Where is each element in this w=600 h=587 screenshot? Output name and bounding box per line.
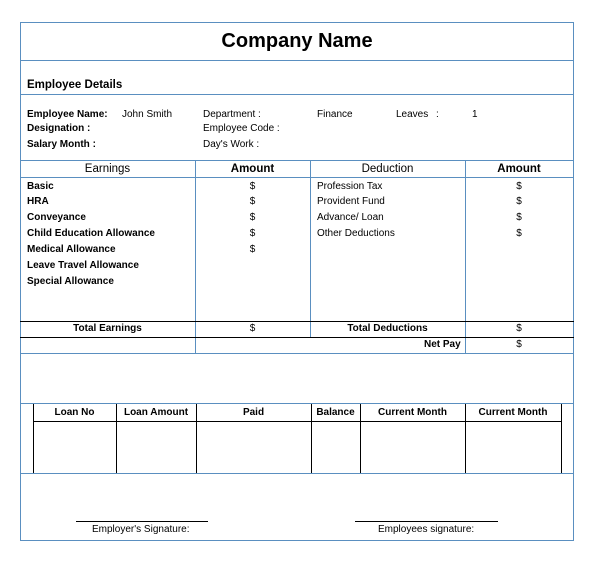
deduction-amount: $	[516, 228, 522, 239]
deduction-item: Provident Fund	[317, 196, 385, 207]
department-value: Finance	[317, 109, 353, 120]
loan-header: Loan No	[54, 407, 95, 418]
net-pay-label: Net Pay	[424, 339, 461, 350]
total-earnings-amount: $	[249, 323, 256, 334]
earning-item: Child Education Allowance	[27, 228, 155, 239]
designation-label: Designation :	[27, 123, 91, 134]
employee-signature-label: Employees signature:	[378, 524, 475, 535]
divider	[20, 94, 574, 95]
total-deductions-label: Total Deductions	[347, 323, 428, 334]
totals-top-line	[20, 321, 574, 322]
deduction-amount: $	[516, 212, 522, 223]
deduction-item: Other Deductions	[317, 228, 395, 239]
employee-signature-line	[355, 521, 498, 522]
employee-code-label: Employee Code :	[203, 123, 280, 134]
divider	[20, 403, 574, 404]
employer-signature-line	[76, 521, 208, 522]
leaves-colon: :	[436, 109, 439, 120]
frame-top	[20, 22, 574, 23]
earning-item: Medical Allowance	[27, 244, 116, 255]
deduction-item: Advance/ Loan	[317, 212, 384, 223]
loan-header: Current Month	[478, 407, 548, 418]
earning-amount: $	[249, 196, 256, 207]
earnings-amount-header: Amount	[230, 163, 275, 175]
loan-header: Paid	[242, 407, 265, 418]
employee-name-label: Employee Name:	[27, 109, 108, 120]
loan-header: Balance	[316, 407, 355, 418]
leaves-value: 1	[472, 109, 478, 120]
section-title: Employee Details	[27, 79, 123, 91]
earning-item: Basic	[27, 181, 54, 192]
company-name: Company Name	[221, 30, 373, 52]
loan-header: Loan Amount	[123, 407, 189, 418]
earning-amount: $	[249, 181, 256, 192]
divider	[20, 473, 574, 474]
total-earnings-label: Total Earnings	[73, 323, 142, 334]
leaves-label: Leaves	[396, 109, 429, 120]
frame-left	[20, 22, 21, 540]
deduction-amount: $	[516, 196, 522, 207]
frame-right	[573, 22, 574, 540]
deduction-item: Profession Tax	[317, 181, 383, 192]
employer-signature-label: Employer's Signature:	[92, 524, 190, 535]
divider	[20, 177, 574, 178]
deduction-amount: $	[516, 181, 522, 192]
earning-amount: $	[249, 212, 256, 223]
earning-item: HRA	[27, 196, 49, 207]
net-pay-amount: $	[516, 339, 522, 350]
earning-amount: $	[249, 244, 256, 255]
divider	[20, 60, 574, 61]
earning-item: Leave Travel Allowance	[27, 260, 139, 271]
employee-name-value: John Smith	[122, 109, 173, 120]
loan-col-line	[561, 404, 562, 473]
totals-bottom-line	[20, 337, 574, 338]
loan-header: Current Month	[378, 407, 447, 418]
divider	[20, 353, 574, 354]
frame-bottom	[20, 540, 574, 541]
divider	[20, 160, 574, 161]
earning-item: Conveyance	[27, 212, 86, 223]
loan-header-line	[33, 421, 561, 422]
deduction-header: Deduction	[361, 163, 414, 175]
total-deductions-amount: $	[516, 323, 522, 334]
earning-amount: $	[249, 228, 256, 239]
days-work-label: Day's Work :	[203, 139, 260, 150]
salary-month-label: Salary Month :	[27, 139, 96, 150]
department-label: Department :	[203, 109, 261, 120]
deduction-amount-header: Amount	[497, 163, 541, 175]
earning-item: Special Allowance	[27, 276, 114, 287]
column-divider	[310, 160, 311, 338]
earnings-header: Earnings	[84, 163, 131, 175]
